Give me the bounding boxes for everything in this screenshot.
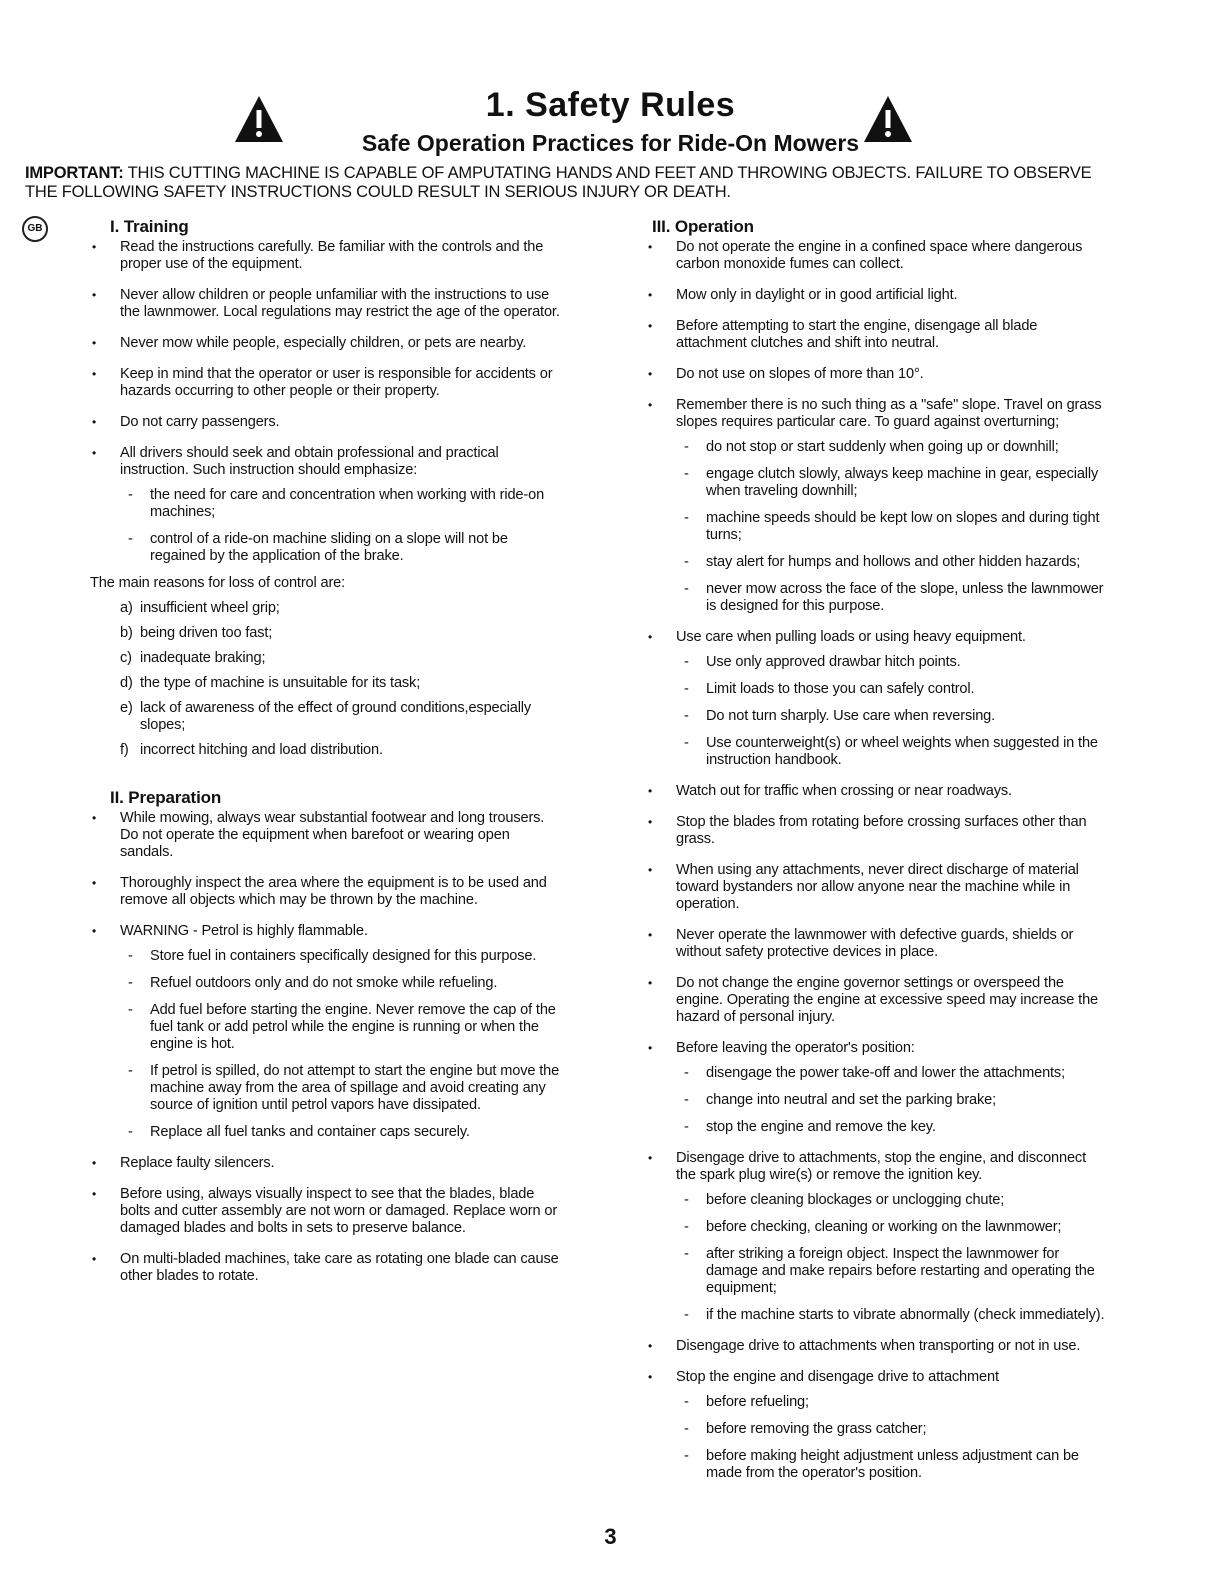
list-item: • Do not carry passengers. — [92, 414, 562, 431]
reason-item — [120, 600, 562, 617]
important-text: THIS CUTTING MACHINE IS CAPABLE OF AMPUTATING HANDS AND FEET AND THROWING OBJECTS. FAILURE TO OBSERVE THE FOLLOWING SAFETY INSTRUCTIONS COULD RESULT IN SERIOUS INJURY OR DEATH. — [25, 164, 1092, 201]
sub-list-item: - before making height adjustment unless adjustment can be made from the operator's position. — [676, 1448, 1108, 1482]
list-item: • On multi-bladed machines, take care as rotating one blade can cause other blades to rotate. — [92, 1251, 562, 1285]
sub-list-item: - before refueling; — [676, 1394, 1108, 1411]
sub-list-item: - Do not turn sharply. Use care when reversing. — [676, 708, 1108, 725]
list-item: • Keep in mind that the operator or user is responsible for accidents or hazards occurring to other people or their property. — [92, 366, 562, 400]
sub-list — [676, 439, 1108, 615]
list-item — [648, 1150, 1108, 1324]
list-item: • Never operate the lawnmower with defective guards, shields or without safety protective devices in place. — [648, 927, 1108, 961]
operation-heading: III. Operation — [652, 217, 754, 236]
list-item — [648, 1369, 1108, 1482]
sub-list-item: - Add fuel before starting the engine. Never remove the cap of the fuel tank or add petrol while the engine is running or when the engine is hot. — [120, 1002, 562, 1053]
sub-list — [676, 1192, 1108, 1324]
list-item: • Thoroughly inspect the area where the equipment is to be used and remove all objects which may be thrown by the machine. — [92, 875, 562, 909]
sub-list-item: - the need for care and concentration when working with ride-on machines; — [120, 487, 562, 521]
list-item-text: Disengage drive to attachments, stop the engine, and disconnect the spark plug wire(s) or remove the ignition key. — [676, 1150, 1086, 1183]
list-item: • Read the instructions carefully. Be familiar with the controls and the proper use of the equipment. — [92, 239, 562, 273]
reason-item — [120, 675, 562, 692]
list-item-text: Remember there is no such thing as a "safe" slope. Travel on grass slopes requires particular care. To guard against overturning; — [676, 397, 1102, 430]
page-title: 1. Safety Rules — [485, 86, 736, 124]
reasons-list — [92, 600, 562, 759]
list-item-text: Before leaving the operator's position: — [676, 1040, 915, 1056]
reason-item — [120, 700, 562, 734]
sub-list-item: - change into neutral and set the parking brake; — [676, 1092, 1108, 1109]
training-list — [92, 239, 562, 565]
sub-list-item: - machine speeds should be kept low on slopes and during tight turns; — [676, 510, 1108, 544]
reason-letter: e) — [120, 700, 133, 716]
sub-list-item: - before checking, cleaning or working on the lawnmower; — [676, 1219, 1108, 1236]
list-item: • Mow only in daylight or in good artificial light. — [648, 287, 1108, 304]
reason-text: the type of machine is unsuitable for its task; — [140, 675, 421, 691]
list-item: • Before attempting to start the engine, disengage all blade attachment clutches and shift into neutral. — [648, 318, 1108, 352]
sub-list — [676, 1394, 1108, 1482]
list-item — [648, 1040, 1108, 1136]
language-badge: GB — [22, 216, 48, 242]
reasons-intro: The main reasons for loss of control are: — [90, 575, 346, 591]
sub-list — [120, 487, 562, 565]
list-item: • Do not change the engine governor settings or overspeed the engine. Operating the engine at excessive speed may increase the hazard of personal injury. — [648, 975, 1108, 1026]
sub-list-item: - Use only approved drawbar hitch points. — [676, 654, 1108, 671]
sub-list-item: - Limit loads to those you can safely control. — [676, 681, 1108, 698]
reason-item — [120, 625, 562, 642]
sub-list-item: - Store fuel in containers specifically designed for this purpose. — [120, 948, 562, 965]
important-notice — [25, 164, 1115, 202]
list-item: • Do not operate the engine in a confined space where dangerous carbon monoxide fumes can collect. — [648, 239, 1108, 273]
preparation-list — [92, 810, 562, 1285]
list-item: • Stop the blades from rotating before crossing surfaces other than grass. — [648, 814, 1108, 848]
list-item: • Never allow children or people unfamiliar with the instructions to use the lawnmower. Local regulations may restrict the age of the operator. — [92, 287, 562, 321]
list-item — [648, 629, 1108, 769]
sub-list-item: - Refuel outdoors only and do not smoke while refueling. — [120, 975, 562, 992]
reason-letter: d) — [120, 675, 133, 691]
sub-list-item: - control of a ride-on machine sliding on a slope will not be regained by the application of the brake. — [120, 531, 562, 565]
list-item: • Before using, always visually inspect to see that the blades, blade bolts and cutter assembly are not worn or damaged. Replace worn or damaged blades and bolts in sets to preserve balance. — [92, 1186, 562, 1237]
sub-list — [676, 654, 1108, 769]
important-label: IMPORTANT: — [25, 164, 124, 182]
sub-list-item: - before cleaning blockages or unclogging chute; — [676, 1192, 1108, 1209]
sub-list-item: - after striking a foreign object. Inspect the lawnmower for damage and make repairs before restarting and operating the equipment; — [676, 1246, 1108, 1297]
list-item: • Disengage drive to attachments when transporting or not in use. — [648, 1338, 1108, 1355]
reason-text: incorrect hitching and load distribution. — [140, 742, 383, 758]
page-subtitle: Safe Operation Practices for Ride-On Mowers — [361, 130, 860, 156]
list-item — [92, 445, 562, 565]
left-column — [92, 218, 562, 1299]
list-item: • Never mow while people, especially children, or pets are nearby. — [92, 335, 562, 352]
sub-list-item: - never mow across the face of the slope, unless the lawnmower is designed for this purpose. — [676, 581, 1108, 615]
list-item: • Watch out for traffic when crossing or near roadways. — [648, 783, 1108, 800]
sub-list-item: - Use counterweight(s) or wheel weights when suggested in the instruction handbook. — [676, 735, 1108, 769]
list-item: • While mowing, always wear substantial footwear and long trousers. Do not operate the equipment when barefoot or wearing open sandals. — [92, 810, 562, 861]
list-item: • When using any attachments, never direct discharge of material toward bystanders nor allow anyone near the machine while in operation. — [648, 862, 1108, 913]
reason-text: being driven too fast; — [140, 625, 273, 641]
reason-letter: b) — [120, 625, 133, 641]
right-column — [648, 218, 1108, 1496]
preparation-heading: II. Preparation — [110, 788, 222, 807]
sub-list — [676, 1065, 1108, 1136]
reason-text: inadequate braking; — [140, 650, 266, 666]
sub-list-item: - If petrol is spilled, do not attempt to start the engine but move the machine away from the area of spillage and avoid creating any source of ignition until petrol vapors have dissipated. — [120, 1063, 562, 1114]
page-number: 3 — [604, 1524, 617, 1549]
operation-list — [648, 239, 1108, 1482]
sub-list-item: - do not stop or start suddenly when going up or downhill; — [676, 439, 1108, 456]
list-item-text: WARNING - Petrol is highly flammable. — [120, 923, 368, 939]
sub-list-item: - Replace all fuel tanks and container caps securely. — [120, 1124, 562, 1141]
sub-list — [120, 948, 562, 1141]
reason-text: lack of awareness of the effect of ground conditions,especially slopes; — [140, 700, 532, 733]
list-item — [648, 397, 1108, 615]
list-item — [92, 923, 562, 1141]
sub-list-item: - engage clutch slowly, always keep machine in gear, especially when traveling downhill; — [676, 466, 1108, 500]
training-heading: I. Training — [110, 217, 189, 236]
sub-list-item: - before removing the grass catcher; — [676, 1421, 1108, 1438]
reason-text: insufficient wheel grip; — [140, 600, 280, 616]
sub-list-item: - disengage the power take-off and lower the attachments; — [676, 1065, 1108, 1082]
reason-letter: a) — [120, 600, 133, 616]
list-item-text: Stop the engine and disengage drive to attachment — [676, 1369, 999, 1385]
reason-item — [120, 650, 562, 667]
list-item-text: Use care when pulling loads or using heavy equipment. — [676, 629, 1026, 645]
reason-item — [120, 742, 562, 759]
list-item-text: All drivers should seek and obtain professional and practical instruction. Such instruction should emphasize: — [120, 445, 499, 478]
sub-list-item: - stay alert for humps and hollows and other hidden hazards; — [676, 554, 1108, 571]
reason-letter: f) — [120, 742, 129, 758]
sub-list-item: - stop the engine and remove the key. — [676, 1119, 1108, 1136]
sub-list-item: - if the machine starts to vibrate abnormally (check immediately). — [676, 1307, 1108, 1324]
list-item: • Do not use on slopes of more than 10°. — [648, 366, 1108, 383]
reason-letter: c) — [120, 650, 132, 666]
list-item: • Replace faulty silencers. — [92, 1155, 562, 1172]
